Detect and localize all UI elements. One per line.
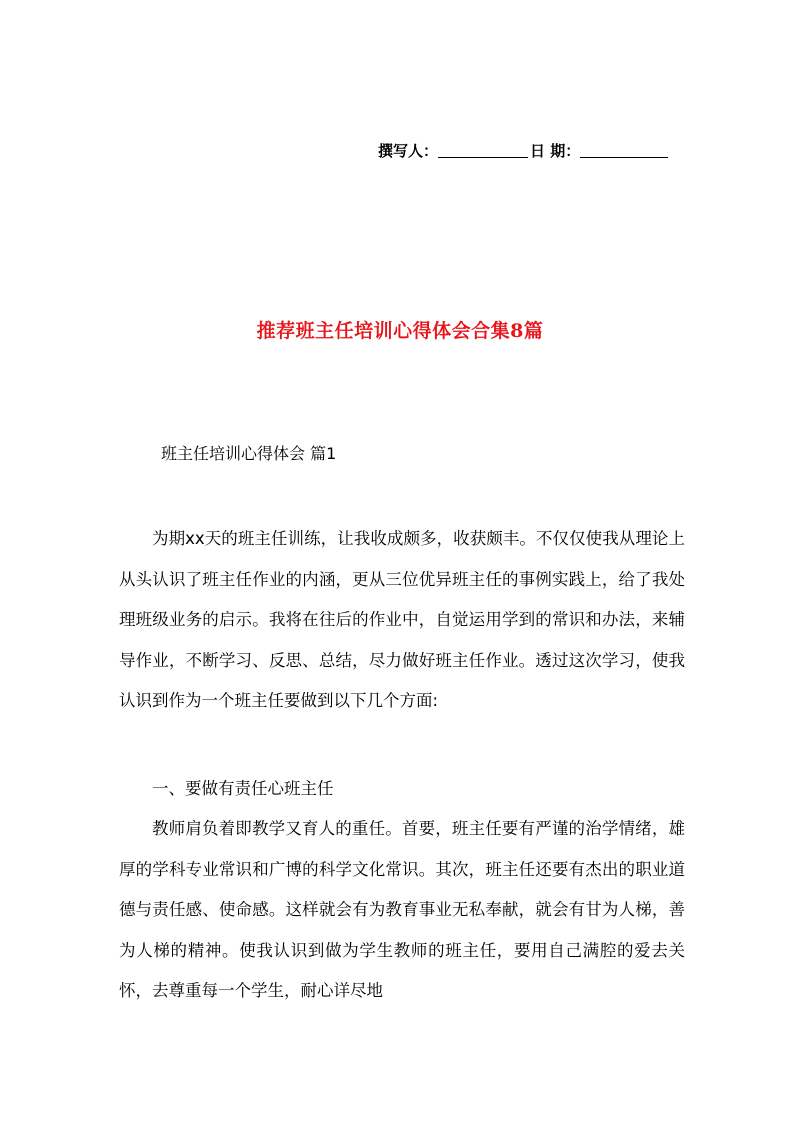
body-paragraph-2 <box>119 809 685 1012</box>
author-label: 撰写人： <box>378 142 439 160</box>
author-date-line <box>378 140 668 161</box>
body-paragraph-1 <box>119 519 685 722</box>
subheading-text: 一、要做有责任心班主任 <box>152 779 334 798</box>
author-blank <box>438 143 528 158</box>
subheading-1 <box>119 769 685 810</box>
date-label: 日 期： <box>530 142 581 160</box>
date-blank <box>580 143 668 158</box>
paragraph-text: 教师肩负着即教学又育人的重任。首要，班主任要有严谨的治学情绪，雄厚的学科专业常识和广博的科学文化常识。其次，班主任还要有杰出的职业道德与责任感、使命感。这样就会有为教育事业无私奉献，就会有甘为人梯，善为人梯的精神。使我认识到做为学生教师的班主任，要用自己满腔的爱去关怀，去尊重每一个学生，耐心详尽地 <box>119 819 685 1000</box>
paragraph-text: 为期xx天的班主任训练，让我收成颇多，收获颇丰。不仅仅使我从理论上从头认识了班主任作业的内涵，更从三位优异班主任的事例实践上，给了我处理班级业务的启示。我将在往后的作业中，自觉运用学到的常识和办法，来辅导作业，不断学习、反思、总结，尽力做好班主任作业。透过这次学习，使我认识到作为一个班主任要做到以下几个方面: <box>119 529 685 710</box>
document-title: 推荐班主任培训心得体会合集8篇 <box>256 320 544 342</box>
section-heading: 班主任培训心得体会 篇1 <box>161 444 337 463</box>
